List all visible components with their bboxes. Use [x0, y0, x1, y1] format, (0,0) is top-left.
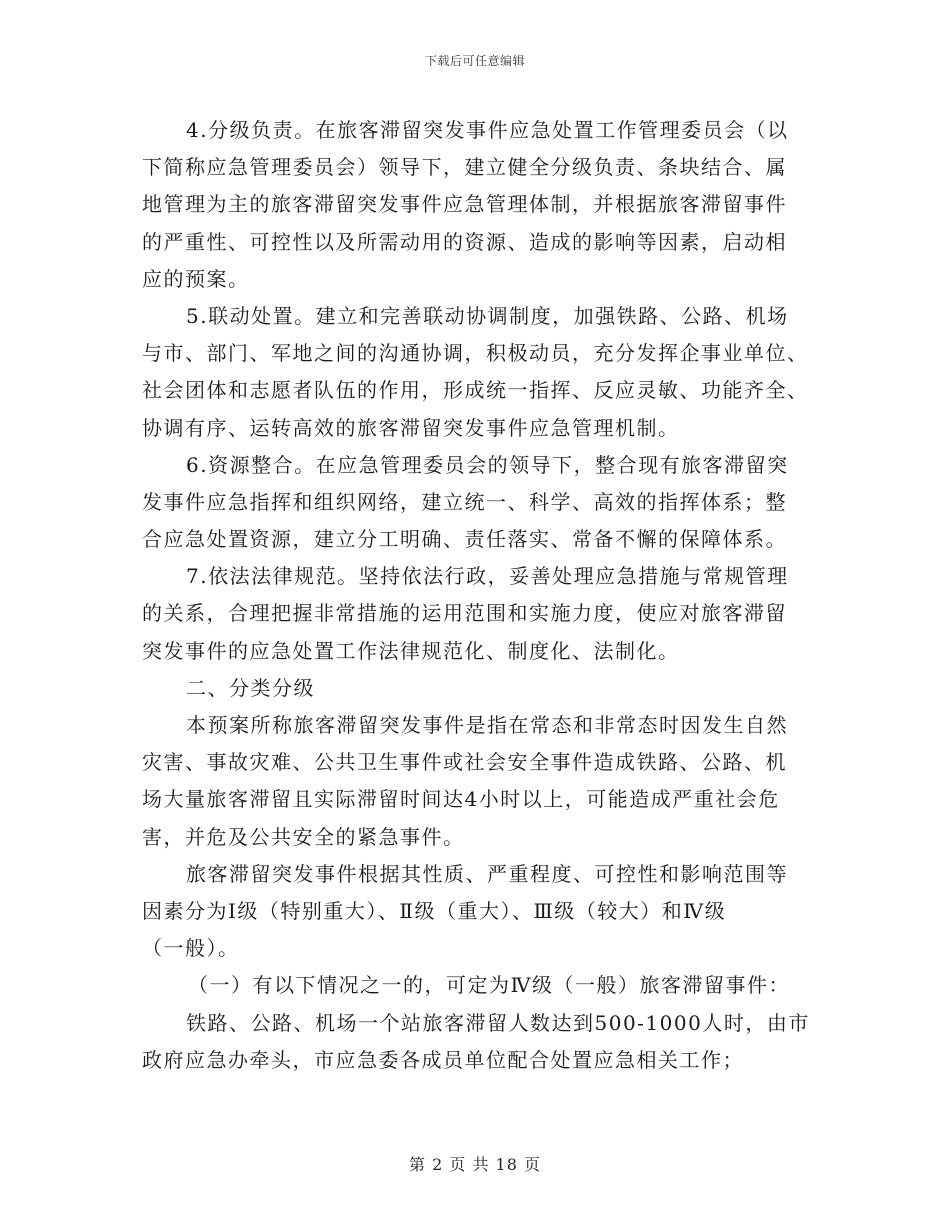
text-line: 的严重性、可控性以及所需动用的资源、造成的影响等因素，启动相 — [142, 229, 787, 254]
text-line: 4.分级负责。在旅客滞留突发事件应急处置工作管理委员会（以 — [186, 118, 789, 142]
text-line: 7.依法法律规范。坚持依法行政，妥善处理应急措施与常规管理 — [186, 564, 789, 589]
document-body — [142, 112, 810, 1079]
text-line: 旅客滞留突发事件根据其性质、严重程度、可控性和影响范围等 — [186, 861, 788, 886]
section-heading: 二、分类分级 — [186, 675, 315, 700]
text-line: 政府应急办牵头，市应急委各成员单位配合处置应急相关工作； — [142, 1047, 744, 1072]
page-footer: 第 2 页 共 18 页 — [409, 1155, 541, 1174]
text-line: 合应急处置资源，建立分工明确、责任落实、常备不懈的保障体系。 — [142, 527, 787, 552]
text-line: 灾害、事故灾难、公共卫生事件或社会安全事件造成铁路、公路、机 — [142, 750, 787, 775]
text-line: 害，并危及公共安全的紧急事件。 — [142, 824, 465, 849]
text-line: 地管理为主的旅客滞留突发事件应急管理体制，并根据旅客滞留事件 — [142, 192, 787, 217]
text-line: 发事件应急指挥和组织网络，建立统一、科学、高效的指挥体系；整 — [142, 489, 787, 514]
text-line: 突发事件的应急处置工作法律规范化、制度化、法制化。 — [142, 638, 680, 663]
text-line: 协调有序、运转高效的旅客滞留突发事件应急管理机制。 — [142, 415, 680, 440]
text-line: 应的预案。 — [142, 266, 250, 291]
text-line: （一般）。 — [142, 936, 240, 961]
text-line: 社会团体和志愿者队伍的作用，形成统一指挥、反应灵敏、功能齐全、 — [142, 378, 809, 403]
page-header: 下载后可任意编辑 — [424, 54, 525, 68]
text-line: 铁路、公路、机场一个站旅客滞留人数达到500-1000人时，由市 — [186, 1010, 810, 1035]
text-line: 5.联动处置。建立和完善联动协调制度，加强铁路、公路、机场 — [186, 303, 789, 328]
text-line: 因素分为Ⅰ级（特别重大）、Ⅱ级（重大）、Ⅲ级（较大）和Ⅳ级 — [142, 898, 727, 923]
text-line: 6.资源整合。在应急管理委员会的领导下，整合现有旅客滞留突 — [186, 452, 789, 477]
text-line: 的关系，合理把握非常措施的运用范围和实施力度，使应对旅客滞留 — [142, 601, 787, 626]
subsection-heading: （一）有以下情况之一的，可定为Ⅳ级（一般）旅客滞留事件： — [188, 973, 790, 998]
text-line: 与市、部门、军地之间的沟通协调，积极动员，充分发挥企事业单位、 — [142, 341, 809, 366]
text-line: 场大量旅客滞留且实际滞留时间达4小时以上，可能造成严重社会危 — [142, 787, 780, 812]
text-line: 本预案所称旅客滞留突发事件是指在常态和非常态时因发生自然 — [186, 713, 788, 737]
text-line: 下简称应急管理委员会）领导下，建立健全分级负责、条块结合、属 — [142, 155, 787, 180]
